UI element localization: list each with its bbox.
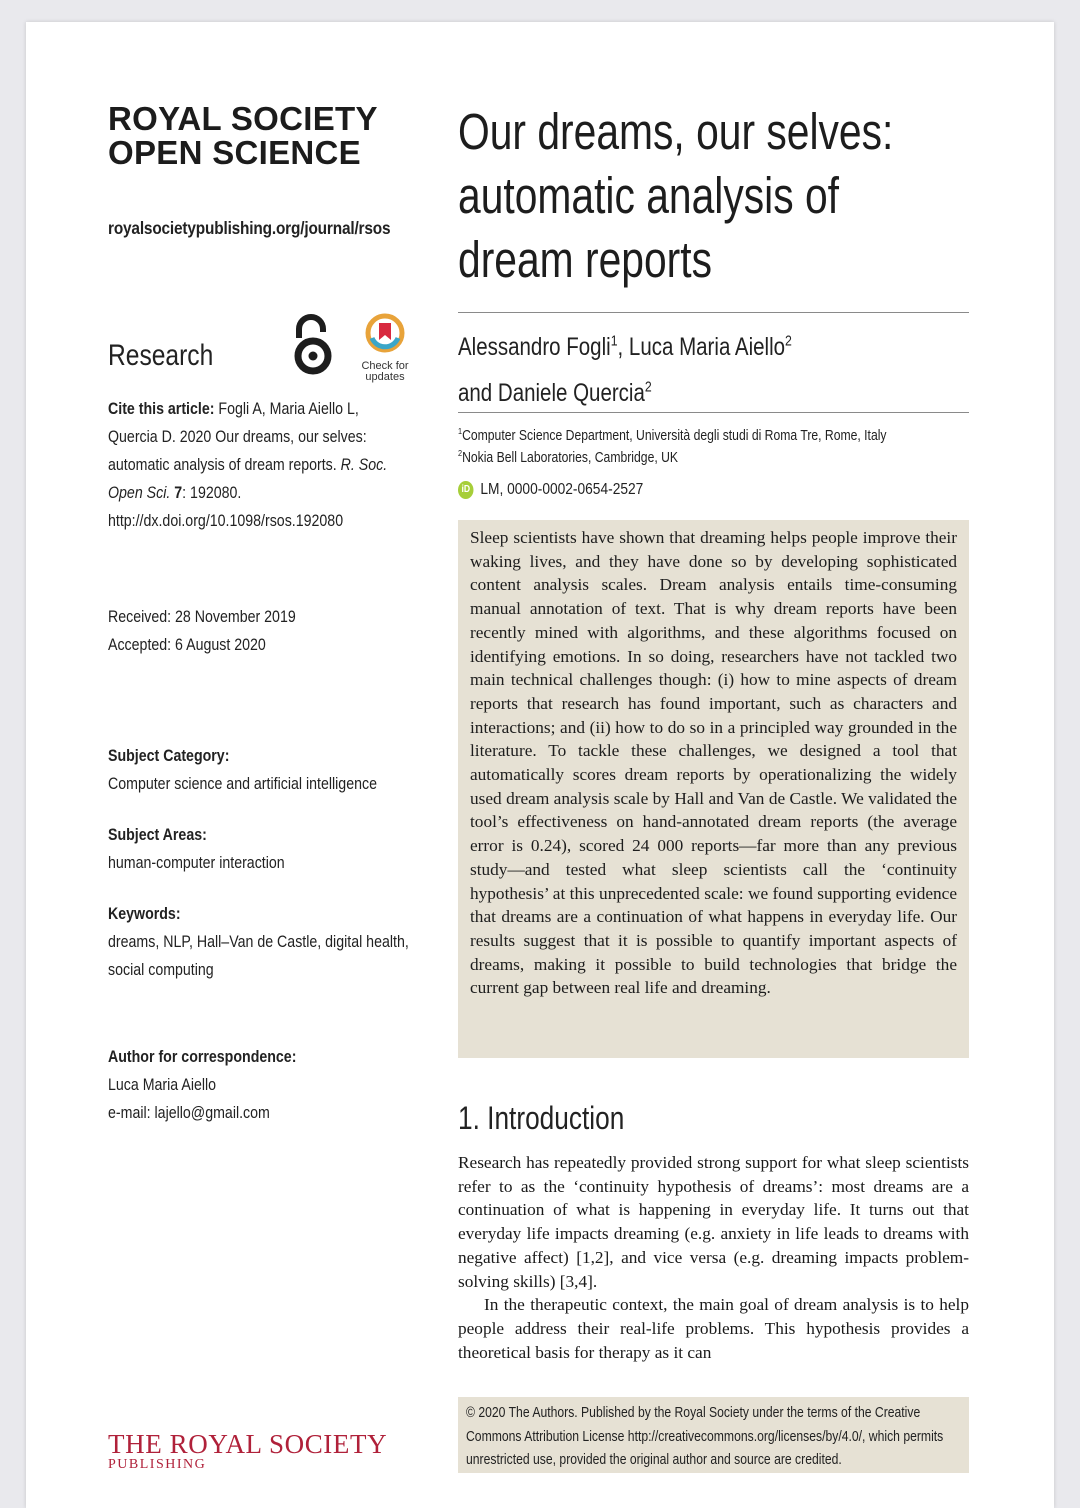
introduction-body (458, 1151, 969, 1364)
abstract-box (458, 520, 969, 1058)
affiliation-2-sup: 2 (458, 448, 463, 459)
section-label: Research (108, 339, 214, 372)
orcid-text[interactable]: LM, 0000-0002-0654-2527 (480, 481, 644, 498)
citation-journal: R. Soc. Open Sci. (108, 456, 388, 502)
subject-category-block (108, 742, 458, 798)
publisher-logo-line1: THE ROYAL SOCIETY (108, 1429, 388, 1459)
introduction-heading: 1. Introduction (458, 1100, 625, 1136)
article-title (458, 100, 906, 292)
accepted-date: Accepted: 6 August 2020 (108, 636, 266, 654)
article-title-line2: automatic analysis of (458, 167, 839, 224)
author-3-affil: 2 (644, 378, 652, 396)
journal-url-link[interactable]: royalsocietypublishing.org/journal/rsos (108, 218, 391, 238)
paper-page (26, 22, 1054, 1508)
keywords-value: dreams, NLP, Hall–Van de Castle, digital health, social computing (108, 933, 409, 979)
correspondence-email[interactable]: e-mail: lajello@gmail.com (108, 1104, 270, 1122)
correspondence-label: Author for correspondence: (108, 1048, 297, 1066)
abstract-text: Sleep scientists have shown that dreaming helps people improve their waking lives, and they have done so by developing sophisticated content analysis scales. Dream analysis entails time-consuming manual annotation of text. That is why dream reports have been recently mined with algorithms, and these algorithms focused on identifying emotions. In so doing, researchers have not tackled two main technical challenges though: (i) how to mine aspects of dream reports that research has found important, such as characters and interactions; and (ii) how to do so in a principled way grounded in the literature. To tackle these challenges, we designed a tool that automatically scores dream reports by operationalizing the widely used dream analysis scale by Hall and Van de Castle. We validated the tool’s effectiveness on hand-annotated dream reports (the average error is 0.24), scored 24 000 reports—far more than any previous study—and tested what sleep scientists call the ‘continuity hypothesis’ at this unprecedented scale: we found supporting evidence that dreams are a continuation of what happens in everyday life. Our results suggest that it is possible to quantify important aspects of dreams, making it possible to build technologies that bridge the current gap between real life and dreaming. (470, 528, 957, 998)
keywords-block (108, 900, 458, 984)
author-3: and Daniele Quercia (458, 379, 645, 407)
orcid-line[interactable] (458, 480, 673, 500)
subject-category-label: Subject Category: (108, 747, 230, 765)
title-divider (458, 312, 969, 313)
author-2-affil: 2 (785, 332, 792, 350)
author-1-affil: 1 (610, 332, 618, 350)
article-title-line3: dream reports (458, 231, 712, 288)
affiliation-2-text: Nokia Bell Laboratories, Cambridge, UK (462, 450, 679, 466)
publisher-logo-line2: PUBLISHING (108, 1457, 207, 1472)
citation-label: Cite this article: (108, 400, 215, 418)
author-1: Alessandro Fogli (458, 333, 611, 361)
subject-areas-block (108, 821, 458, 877)
dates-block (108, 603, 458, 659)
author-list (458, 324, 966, 416)
citation-doi-link[interactable]: http://dx.doi.org/10.1098/rsos.192080 (108, 512, 344, 530)
affiliation-1 (458, 425, 979, 447)
introduction-paragraph-2: In the therapeutic context, the main goal of dream analysis is to help people address their real-life problems. This hypothesis provides a theoretical basis for therapy as it can (458, 1295, 969, 1362)
author-2: , Luca Maria Aiello (617, 333, 786, 361)
journal-title-line1: ROYAL SOCIETY (108, 100, 378, 137)
affiliation-1-sup: 1 (458, 426, 463, 437)
orcid-icon: iD (458, 481, 473, 499)
check-for-updates-line2: updates (365, 371, 405, 383)
license-text: © 2020 The Authors. Published by the Royal Society under the terms of the Creative Commons Attribution License http://creativecommons.org/licenses/by/4.0/, which permits unrestricted use, provided the original author and source are credited. (466, 1405, 944, 1468)
citation-volume: 7 (174, 484, 183, 502)
affiliation-2 (458, 447, 979, 469)
citation-text: Fogli A, Maria Aiello L, Quercia D. 2020 Our dreams, our selves: automatic analysis of dream reports. (108, 400, 367, 474)
journal-title-line2: OPEN SCIENCE (108, 134, 361, 171)
affiliations (458, 425, 979, 469)
correspondence-block (108, 1043, 458, 1127)
subject-areas-value: human-computer interaction (108, 854, 285, 872)
check-for-updates-line1: Check for (361, 360, 409, 372)
check-for-updates-badge[interactable] (358, 312, 412, 383)
authors-divider (458, 412, 969, 413)
keywords-label: Keywords: (108, 905, 181, 923)
open-access-icon (291, 312, 335, 383)
received-date: Received: 28 November 2019 (108, 608, 296, 626)
affiliation-1-text: Computer Science Department, Università degli studi di Roma Tre, Rome, Italy (462, 428, 887, 444)
check-for-updates-icon (364, 312, 406, 354)
publisher-logo (108, 1430, 387, 1472)
journal-title (108, 102, 378, 170)
citation-article-no: : 192080. (182, 484, 242, 502)
introduction-paragraph-1: Research has repeatedly provided strong support for what sleep scientists refer to as the ‘continuity hypothesis of dreams’: most dreams are a continuation of what is happening in everyday life. It turns out that everyday life impacts dreaming (e.g. anxiety in life leads to dreams with negative affect) [1,2], and vice versa (e.g. dreaming impacts problem-solving skills) [3,4]. (458, 1153, 969, 1291)
license-box (458, 1397, 969, 1473)
article-title-line1: Our dreams, our selves: (458, 103, 894, 160)
subject-areas-label: Subject Areas: (108, 826, 207, 844)
citation-block (108, 395, 458, 535)
subject-category-value: Computer science and artificial intelligence (108, 775, 377, 793)
check-for-updates-text (358, 361, 412, 383)
correspondence-name: Luca Maria Aiello (108, 1076, 217, 1094)
